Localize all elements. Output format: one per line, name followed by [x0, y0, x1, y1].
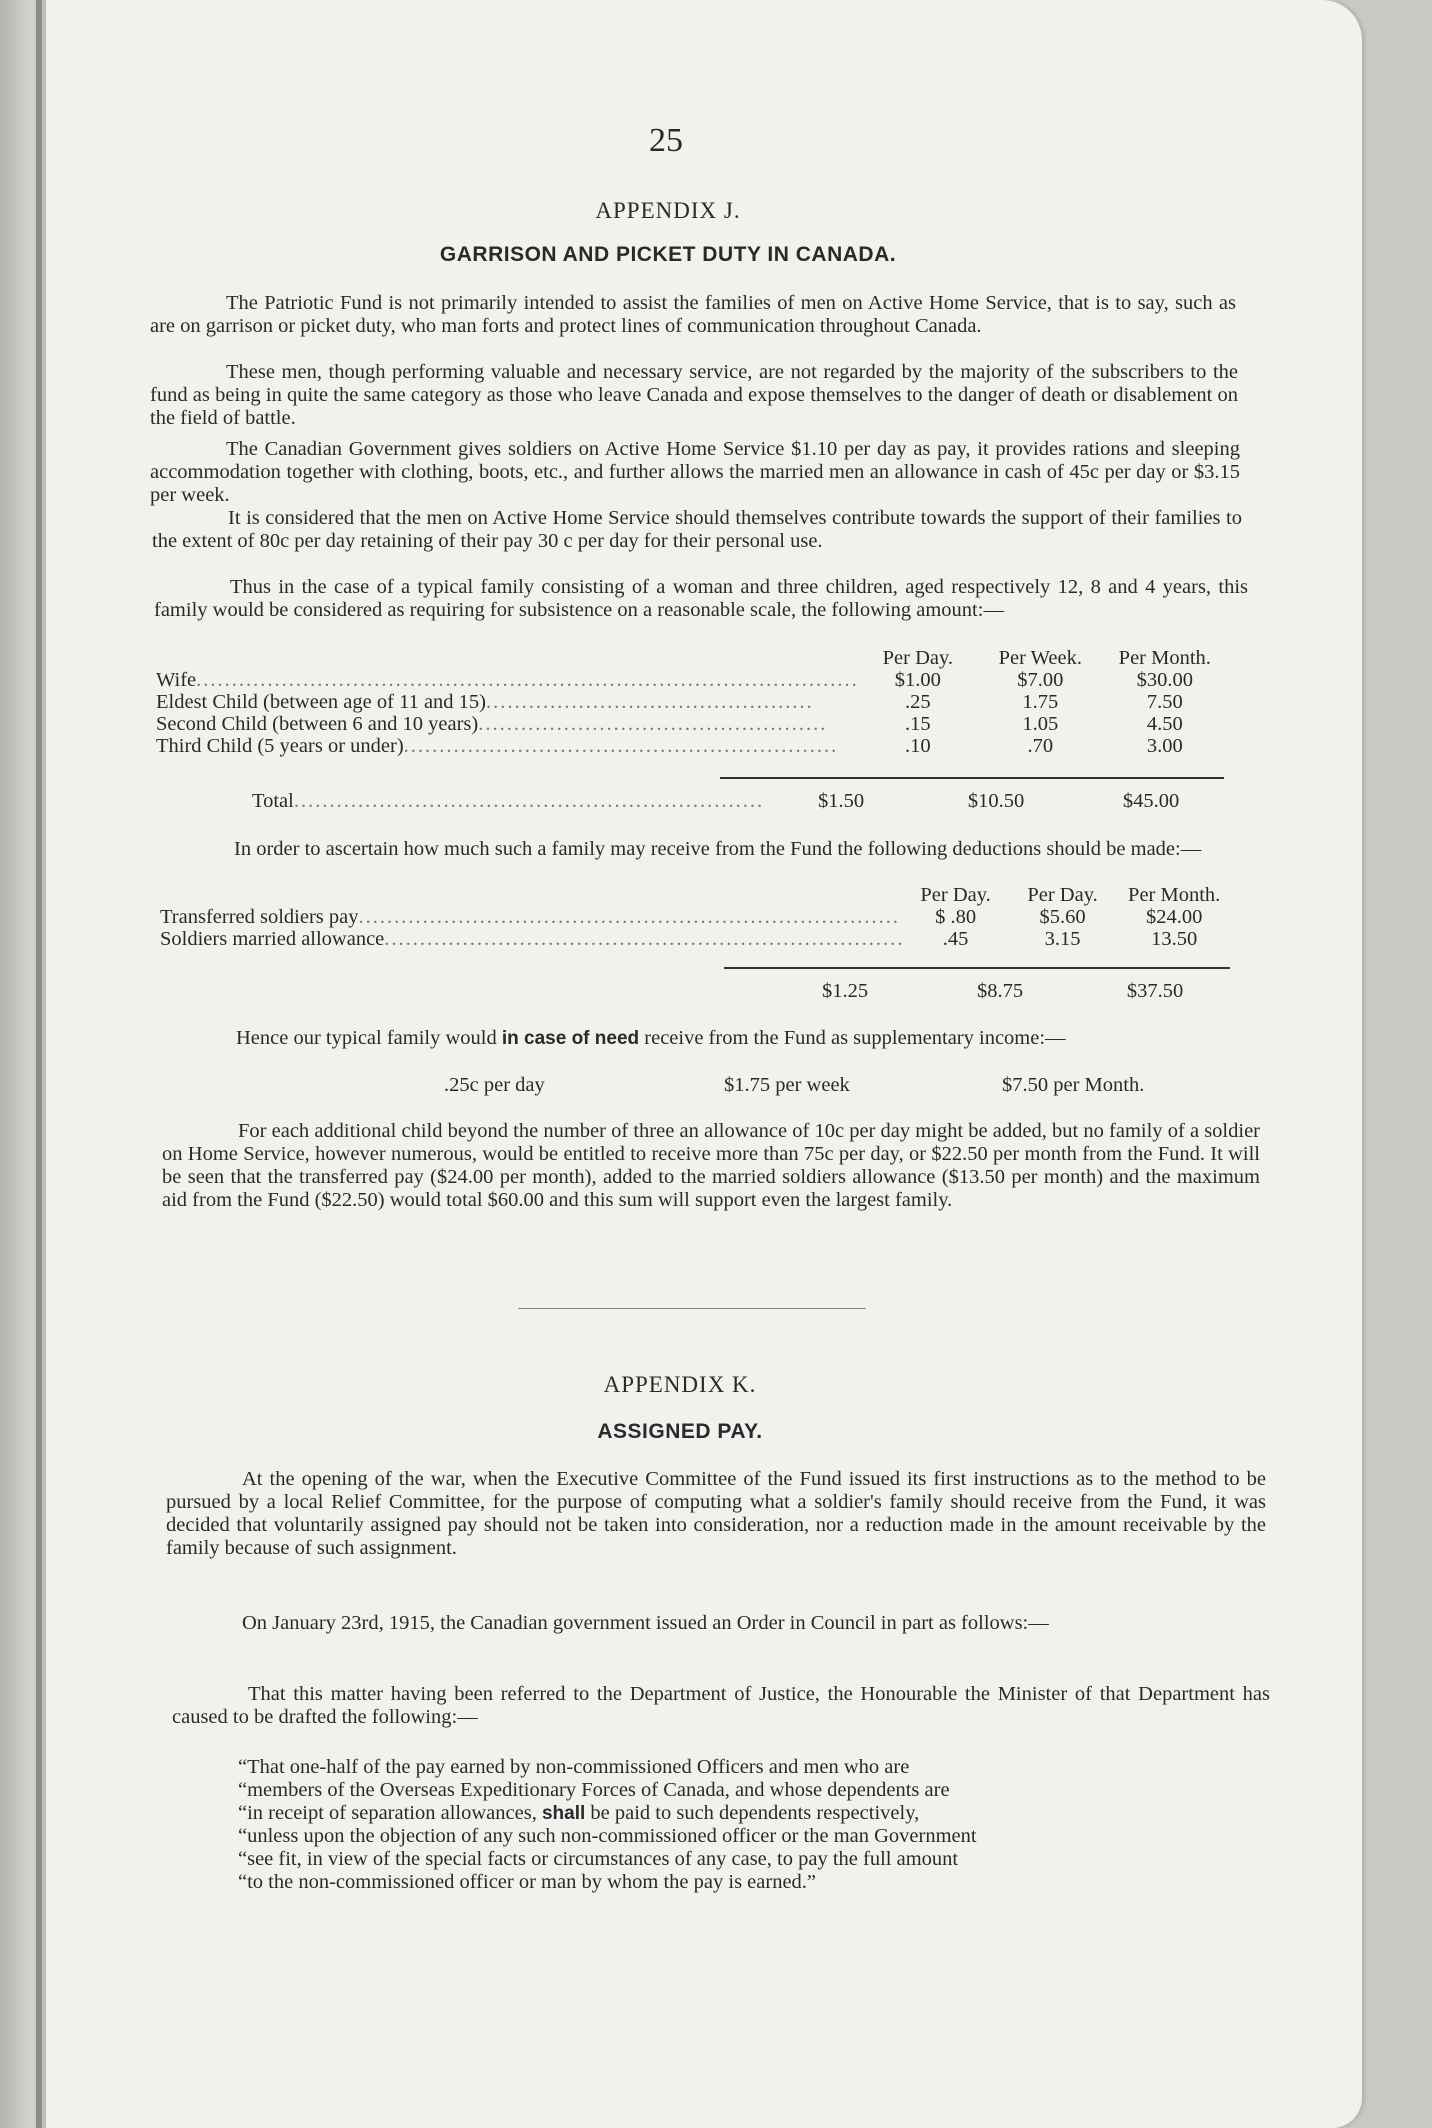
leader-dots: .........................................................................	[384, 928, 905, 950]
paragraph-text: At the opening of the war, when the Executive Committee of the Fund issued its first instructions as to the method to be pursued by a local Relief Committee, for the purpose of computing what a soldier's family should receive from the Fund, it was decided that voluntarily assigned pay should not be taken into consideration, nor a reduction made in the amount receivable by the family because of such assignment.	[166, 1468, 1266, 1559]
per-day-cell: .25	[905, 691, 931, 713]
paragraph-text: Hence our typical family would	[236, 1027, 497, 1049]
total-per-day: $1.50	[817, 790, 865, 812]
document-page	[46, 0, 1362, 2128]
leader-dots: .................................................	[478, 713, 828, 735]
leader-dots: .............................................................................................	[196, 669, 859, 691]
per-day-cell: $1.00	[894, 669, 941, 691]
row-label-text: Soldiers married allowance	[160, 928, 385, 950]
row-label-text: Third Child (5 years or under)	[156, 735, 404, 757]
per-month-cell: 7.50	[1146, 691, 1183, 713]
total-rule	[720, 777, 1224, 779]
quote-line: “members of the Overseas Expeditionary Forces of Canada, and whose dependents are	[238, 1779, 950, 1801]
table-total-row	[160, 980, 1230, 1002]
per-day-cell: $ .80	[935, 906, 977, 928]
per-week-cell: $5.60	[1039, 906, 1086, 928]
appendix-j-paragraph-1	[150, 292, 1236, 338]
total-rule	[724, 967, 1230, 969]
quote-line: “see fit, in view of the special facts or circumstances of any case, to pay the full amount	[238, 1848, 959, 1870]
row-label	[160, 928, 904, 950]
leader-dots: .............................................................	[403, 735, 839, 757]
appendix-j-paragraph-8	[162, 1120, 1260, 1212]
per-day-cell: .15	[905, 713, 931, 735]
appendix-k-paragraph-3	[172, 1683, 1270, 1729]
total-per-month: $37.50	[1126, 980, 1184, 1002]
table-row	[156, 691, 1226, 713]
column-header: Per Month.	[1128, 884, 1221, 906]
emphasis-text: shall	[541, 1803, 586, 1824]
deductions-total	[160, 980, 1230, 1002]
total-per-month: $45.00	[1122, 790, 1180, 812]
appendix-k-paragraph-1	[166, 1468, 1266, 1560]
table-header-row	[156, 647, 1226, 669]
table-row	[160, 906, 1230, 928]
income-per-month: $7.50 per Month.	[1002, 1074, 1145, 1096]
total-label-text: Total	[252, 790, 294, 812]
appendix-j-paragraph-3	[150, 438, 1240, 507]
per-week-cell: 1.75	[1022, 691, 1059, 713]
total-label	[156, 790, 766, 812]
column-header: Per Week.	[998, 647, 1082, 669]
table-row	[156, 713, 1226, 735]
leader-dots: ..............................................	[486, 691, 814, 713]
row-label-text: Second Child (between 6 and 10 years)	[156, 713, 479, 735]
appendix-j-heading: APPENDIX J.	[595, 198, 741, 223]
per-week-cell: 3.15	[1044, 928, 1081, 950]
row-label	[156, 691, 859, 713]
deductions-table	[160, 884, 1230, 950]
row-label	[156, 735, 859, 757]
paragraph-text: On January 23rd, 1915, the Canadian government issued an Order in Council in part as follows:—	[242, 1612, 1049, 1634]
paragraph-text: In order to ascertain how much such a family may receive from the Fund the following deductions should be made:—	[234, 838, 1202, 860]
quote-line: “That one-half of the pay earned by non-commissioned Officers and men who are	[238, 1756, 910, 1778]
income-per-day: .25c per day	[444, 1074, 545, 1096]
quote-line: “to the non-commissioned officer or man by whom the pay is earned.”	[238, 1871, 817, 1893]
per-week-cell: 1.05	[1022, 713, 1059, 735]
table-row	[160, 928, 1230, 950]
paragraph-text: That this matter having been referred to the Department of Justice, the Honourable the Minister of that Department has caused to be drafted the following:—	[172, 1683, 1270, 1728]
family-amount-total	[156, 790, 1226, 812]
book-spine	[36, 0, 42, 2128]
row-label-text: Wife	[156, 669, 197, 691]
per-month-cell: $24.00	[1145, 906, 1203, 928]
paragraph-text: The Canadian Government gives soldiers on Active Home Service $1.10 per day as pay, it provides rations and sleeping accommodation together with clothing, boots, etc., and further allows the married men an allowance in cash of 45c per day or $3.15 per week.	[150, 438, 1240, 506]
per-week-cell: $7.00	[1017, 669, 1064, 691]
appendix-j-paragraph-2	[150, 361, 1238, 430]
appendix-k-title: ASSIGNED PAY.	[597, 1420, 763, 1443]
appendix-j-paragraph-7	[160, 1027, 1256, 1050]
row-label-text: Transferred soldiers pay	[160, 906, 359, 928]
emphasis-text: in case of need	[501, 1028, 640, 1049]
income-per-week: $1.75 per week	[724, 1074, 850, 1096]
appendix-j-title: GARRISON AND PICKET DUTY IN CANADA.	[439, 243, 897, 266]
appendix-j-paragraph-4	[152, 507, 1242, 553]
per-month-cell: 4.50	[1146, 713, 1183, 735]
leader-dots: ..................................................................	[293, 790, 765, 812]
paragraph-text: receive from the Fund as supplementary income:—	[644, 1027, 1066, 1049]
row-label	[156, 713, 859, 735]
row-label	[160, 906, 904, 928]
page-number: 25	[649, 122, 683, 159]
column-header: Per Day.	[882, 647, 954, 669]
appendix-k-paragraph-2	[166, 1612, 1266, 1635]
quote-line	[238, 1802, 1272, 1825]
table-header-row	[160, 884, 1230, 906]
table-row	[156, 669, 1226, 691]
order-in-council-quote	[238, 1756, 1272, 1894]
per-month-cell: $30.00	[1136, 669, 1193, 691]
column-header: Per Day.	[1027, 884, 1098, 906]
leader-dots: ............................................................................	[358, 906, 901, 928]
per-day-cell: .45	[942, 928, 969, 950]
per-month-cell: 3.00	[1146, 735, 1183, 757]
quote-text: “in receipt of separation allowances,	[238, 1802, 537, 1824]
paragraph-text: For each additional child beyond the number of three an allowance of 10c per day might be added, but no family of a soldier on Home Service, however numerous, would be entitled to receive more than 75c per day, or $22.50 per month from the Fund. It will be seen that the transferred pay ($24.00 per month), added to the married soldiers allowance ($13.50 per month) and the maximum aid from the Fund ($22.50) would total $60.00 and this sum will support even the largest family.	[162, 1120, 1260, 1211]
row-label	[156, 669, 859, 691]
paragraph-text: Thus in the case of a typical family consisting of a woman and three children, aged respectively 12, 8 and 4 years, this family would be considered as requiring for subsistence on a reasonable scale, the following amount:—	[154, 576, 1248, 621]
per-week-cell: .70	[1027, 735, 1054, 757]
column-header: Per Month.	[1118, 647, 1211, 669]
quote-text: be paid to such dependents respectively,	[590, 1802, 920, 1824]
table-total-row	[156, 790, 1226, 812]
section-divider	[518, 1308, 866, 1309]
appendix-j-paragraph-6	[158, 838, 1252, 861]
total-per-day: $1.25	[821, 980, 869, 1002]
appendix-j-paragraph-5	[154, 576, 1248, 622]
per-month-cell: 13.50	[1151, 928, 1198, 950]
total-per-week: $10.50	[967, 790, 1025, 812]
per-day-cell: .10	[905, 735, 931, 757]
quote-line: “unless upon the objection of any such non-commissioned officer or the man Government	[238, 1825, 977, 1847]
total-per-week: $8.75	[976, 980, 1024, 1002]
row-label-text: Eldest Child (between age of 11 and 15)	[156, 691, 486, 713]
page-content	[46, 0, 1362, 2128]
family-amount-table	[156, 647, 1226, 757]
table-row	[156, 735, 1226, 757]
column-header: Per Day.	[920, 884, 991, 906]
paragraph-text: It is considered that the men on Active Home Service should themselves contribute towards the support of their families to the extent of 80c per day retaining of their pay 30 c per day for their personal use.	[152, 507, 1242, 552]
paragraph-text: These men, though performing valuable and necessary service, are not regarded by the majority of the subscribers to the fund as being in quite the same category as those who leave Canada and expose themselves to the danger of death or disablement on the field of battle.	[150, 361, 1238, 429]
appendix-k-heading: APPENDIX K.	[603, 1372, 757, 1397]
paragraph-text: The Patriotic Fund is not primarily intended to assist the families of men on Active Home Service, that is to say, such as are on garrison or picket duty, who man forts and protect lines of communication throughout Canada.	[150, 292, 1236, 337]
